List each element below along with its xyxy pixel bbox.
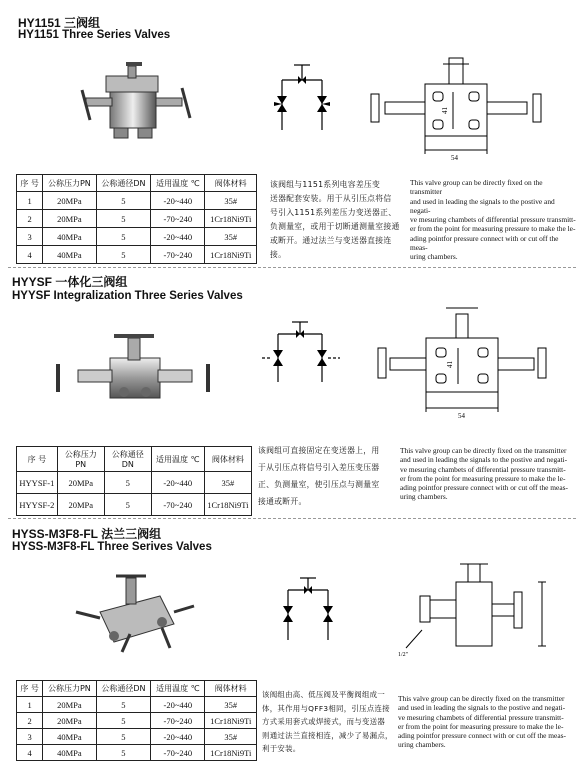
col-header: 序 号	[17, 175, 43, 192]
dim-half-inch-label: 1/2"	[398, 652, 409, 658]
description-line: 负测量室，或用于切断通测量室接通	[270, 222, 400, 231]
description-line: This valve group can be directly fixed on the transmitter	[398, 694, 565, 703]
schematic-2	[258, 318, 344, 398]
description-line: er from the point for measuring pressure to make the le-	[410, 224, 576, 234]
description-line: 或断开。通过法兰与变送器直接连	[270, 236, 392, 245]
col-header: 适用温度 ℃	[151, 447, 204, 472]
valve-photo-3	[70, 572, 200, 656]
table-cell: 1Cr18Ni9Ti	[205, 713, 257, 729]
description-line: ading pointfor pressure connect with or cut off the meas-	[410, 233, 559, 253]
table-cell: 20MPa	[57, 494, 104, 516]
col-header: 序 号	[17, 681, 43, 697]
section2-title-en: HYYSF Integralization Three Series Valves	[12, 290, 243, 302]
dim-54-label: 54	[458, 412, 465, 420]
table-cell: 20MPa	[57, 472, 104, 494]
col-header: 序 号	[17, 447, 58, 472]
table-cell: 5	[96, 228, 151, 246]
valve-photo-2	[48, 330, 218, 410]
valve-photo-1	[78, 62, 196, 142]
table-row	[17, 192, 257, 210]
description-line: 该阀组可直接固定在变送器上，用	[258, 446, 380, 455]
table-cell: 40MPa	[43, 228, 96, 246]
description-line: 正、负测量室，使引压点与测量室	[258, 480, 380, 489]
col-header: 阀体材料	[205, 175, 257, 192]
description-line: 该阀组与1151系列电容差压变	[270, 180, 381, 189]
table-row	[17, 246, 257, 264]
dimension-drawing-3	[392, 560, 572, 660]
section3-title-en: HYSS-M3F8-FL Three Serives Valves	[12, 541, 212, 553]
table-cell: 4	[17, 246, 43, 264]
description-line: 于从引压点将信号引入差压变压器	[258, 463, 380, 472]
table-cell: 35#	[205, 192, 257, 210]
table-cell: 1Cr18Ni9Ti	[205, 246, 257, 264]
table-cell: 2	[17, 210, 43, 228]
description-en-1	[410, 178, 576, 262]
schematic-1	[262, 60, 342, 140]
col-header: 适用温度 ℃	[151, 175, 205, 192]
description-cn-2	[258, 442, 398, 510]
table-cell: 5	[96, 246, 151, 264]
table-cell: 5	[104, 472, 151, 494]
table-cell: -70~240	[151, 713, 205, 729]
table-row	[17, 713, 257, 729]
col-header: 公称通径DN	[96, 175, 151, 192]
section1-title-en: HY1151 Three Series Valves	[18, 29, 171, 41]
description-line: ading pointfor pressure connect with or cut off the meas-	[398, 731, 566, 741]
table-cell: 5	[96, 192, 151, 210]
dim-41-label: 41	[446, 361, 454, 368]
table-cell: -70~240	[151, 246, 205, 264]
table-cell: -20~440	[151, 729, 205, 745]
table-cell: 35#	[204, 472, 251, 494]
table-row	[17, 745, 257, 761]
table-cell: 5	[96, 729, 151, 745]
table-cell: -70~240	[151, 210, 205, 228]
section2-title-cn: HYYSF 一体化三阀组	[12, 275, 128, 289]
schematic-3	[270, 574, 350, 650]
table-cell: 2	[17, 713, 43, 729]
section1-title-cn: HY1151 三阀组	[18, 16, 101, 30]
col-header: 阀体材料	[205, 681, 257, 697]
spec-table-1	[16, 174, 257, 264]
table-cell: -20~440	[151, 472, 204, 494]
description-line: 接通或断开。	[258, 497, 307, 506]
section-divider	[8, 267, 576, 268]
dim-41-label: 41	[441, 107, 449, 114]
table-cell: 20MPa	[43, 697, 96, 713]
table-row	[17, 697, 257, 713]
description-line: ve mesuring chambets of differential pressure transmitt-	[410, 215, 576, 225]
col-header: 阀体材料	[204, 447, 251, 472]
table-cell: 40MPa	[43, 729, 96, 745]
table-cell: 5	[96, 713, 151, 729]
table-row	[17, 210, 257, 228]
table-row	[17, 494, 252, 516]
description-line: This valve group can be directly fixed on the transmitter	[410, 178, 543, 197]
table-cell: HYYSF-2	[17, 494, 58, 516]
col-header: 公称压力PN	[43, 175, 96, 192]
col-header: 公称通径DN	[96, 681, 151, 697]
table-cell: 5	[104, 494, 151, 516]
table-cell: 3	[17, 228, 43, 246]
table-cell: -70~240	[151, 494, 204, 516]
description-line: er from the point for measuring pressure to make the le-	[400, 473, 566, 483]
description-line: 送器配套安装。用于从引压点将信	[270, 194, 392, 203]
table-cell: 1Cr18Ni9Ti	[205, 745, 257, 761]
description-cn-1	[270, 178, 405, 262]
table-cell: -20~440	[151, 228, 205, 246]
table-cell: -70~240	[151, 745, 205, 761]
table-cell: 40MPa	[43, 745, 96, 761]
table-cell: 1Cr18Ni9Ti	[205, 210, 257, 228]
table-cell: 5	[96, 697, 151, 713]
description-line: and used in leading the signals to the postive and negati-	[410, 196, 555, 215]
description-line: uring chambers.	[400, 492, 448, 502]
table-cell: 20MPa	[43, 192, 96, 210]
table-cell: 3	[17, 729, 43, 745]
description-line: 方式采用套式或焊接式，而与变送器	[262, 717, 386, 726]
table-cell: -20~440	[151, 697, 205, 713]
description-line: er from the point for measuring pressure to make the le-	[398, 721, 564, 731]
description-line: 体，其作用与QFF3相同，引压点连接	[262, 703, 390, 713]
description-line: This valve group can be directly fixed on the transmitter	[400, 446, 567, 455]
table-cell: 20MPa	[43, 713, 96, 729]
dim-54-label: 54	[451, 154, 458, 162]
col-header: 适用温度 ℃	[151, 681, 205, 697]
table-cell: 35#	[205, 697, 257, 713]
description-line: uring chambers.	[410, 252, 458, 262]
description-cn-3	[262, 688, 397, 756]
table-cell: 1	[17, 697, 43, 713]
spec-table-2	[16, 446, 252, 516]
description-line: uring chambers.	[398, 740, 446, 750]
table-cell: 5	[96, 745, 151, 761]
dimension-drawing-1	[365, 54, 565, 164]
description-line: and used in leading the signals to the postive and negati-	[400, 455, 568, 465]
description-line: 接。	[270, 250, 287, 259]
table-row	[17, 729, 257, 745]
table-cell: 40MPa	[43, 246, 96, 264]
col-header: 公称压力 PN	[57, 447, 104, 472]
description-line: 号引入1151系列差压力变送器正、	[270, 208, 397, 217]
table-cell: 1	[17, 192, 43, 210]
table-cell: 5	[96, 210, 151, 228]
description-line: 该阀组由高、低压阀及平衡阀组成一	[262, 690, 386, 699]
section3-title-cn: HYSS-M3F8-FL 法兰三阀组	[12, 527, 162, 541]
dimension-drawing-2	[372, 304, 572, 420]
description-line: 利于安装。	[262, 744, 301, 753]
description-line: 则通过法兰直接相连，减少了易漏点，	[262, 730, 393, 740]
col-header: 公称通径 DN	[104, 447, 151, 472]
table-cell: -20~440	[151, 192, 205, 210]
col-header: 公称压力PN	[43, 681, 96, 697]
description-en-3	[398, 694, 576, 750]
table-cell: 20MPa	[43, 210, 96, 228]
table-cell: 4	[17, 745, 43, 761]
table-cell: 35#	[205, 729, 257, 745]
description-line: ading pointfor pressure connect with or cut off the meas-	[400, 483, 568, 493]
section-divider	[8, 518, 576, 519]
table-cell: 1Cr18Ni9Ti	[204, 494, 251, 516]
description-en-2	[400, 446, 576, 502]
description-line: ve mesuring chambets of differential pressure transmitt-	[400, 464, 566, 474]
spec-table-3	[16, 680, 257, 761]
description-line: and used in leading the signals to the postive and negati-	[398, 703, 566, 713]
table-row	[17, 228, 257, 246]
table-cell: 35#	[205, 228, 257, 246]
table-cell: HYYSF-1	[17, 472, 58, 494]
description-line: ve mesuring chambets of differential pressure transmitt-	[398, 712, 564, 722]
table-row	[17, 472, 252, 494]
